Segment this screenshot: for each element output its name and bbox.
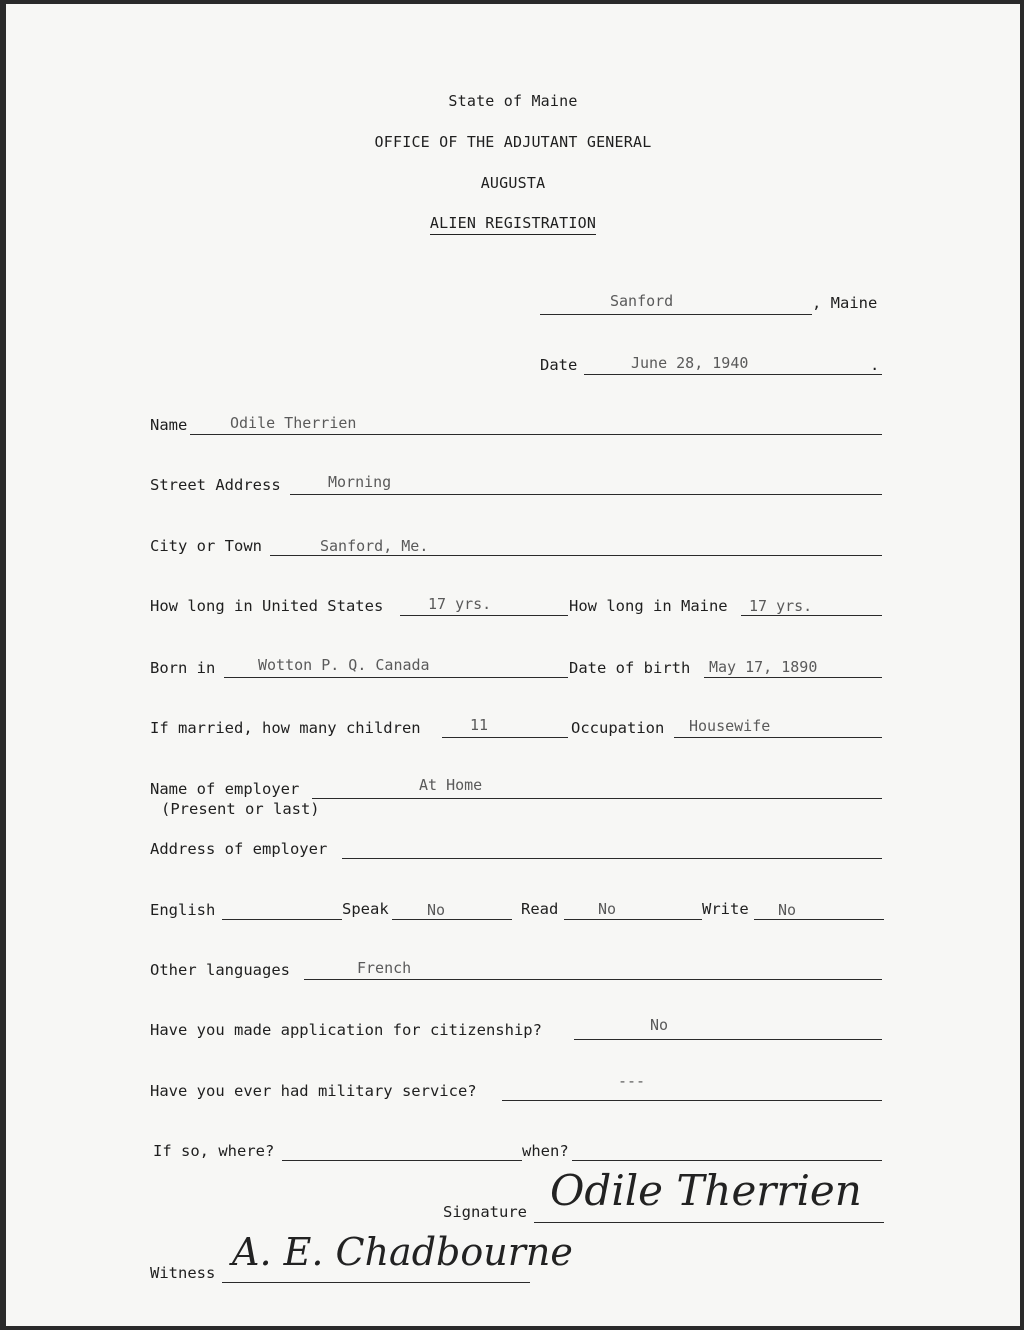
town-suffix: , Maine bbox=[812, 294, 878, 312]
military-value: --- bbox=[618, 1072, 646, 1090]
maine-duration-line bbox=[741, 615, 882, 616]
write-label: Write bbox=[702, 900, 749, 918]
date-value: June 28, 1940 bbox=[631, 354, 749, 372]
born-in-label: Born in bbox=[150, 659, 216, 677]
military-line bbox=[502, 1100, 882, 1101]
city-line bbox=[270, 555, 882, 556]
speak-label: Speak bbox=[342, 900, 389, 918]
us-duration-label: How long in United States bbox=[150, 597, 384, 615]
city-value: Sanford, Me. bbox=[320, 537, 429, 555]
other-languages-label: Other languages bbox=[150, 961, 290, 979]
street-value: Morning bbox=[328, 473, 392, 491]
signature-line bbox=[534, 1222, 884, 1223]
when-line bbox=[572, 1160, 882, 1161]
maine-duration-label: How long in Maine bbox=[569, 597, 728, 615]
citizenship-label: Have you made application for citizenship? bbox=[150, 1021, 542, 1039]
town-line bbox=[540, 314, 812, 315]
employer-line bbox=[312, 798, 882, 799]
employer-value: At Home bbox=[419, 776, 483, 794]
date-label: Date bbox=[540, 356, 578, 374]
us-duration-line bbox=[400, 615, 568, 616]
where-label: If so, where? bbox=[153, 1142, 275, 1160]
read-line bbox=[564, 919, 702, 920]
other-languages-value: French bbox=[357, 959, 412, 977]
write-line bbox=[754, 919, 884, 920]
header-state: State of Maine bbox=[448, 92, 578, 110]
other-languages-line bbox=[304, 979, 882, 980]
read-value: No bbox=[598, 900, 617, 918]
where-line bbox=[282, 1160, 522, 1161]
name-label: Name bbox=[150, 416, 188, 434]
employer-address-label: Address of employer bbox=[150, 840, 328, 858]
employer-address-line bbox=[342, 858, 882, 859]
date-line bbox=[584, 374, 882, 375]
english-label: English bbox=[150, 901, 216, 919]
citizenship-line bbox=[574, 1039, 882, 1040]
children-value: 11 bbox=[470, 716, 489, 734]
occupation-label: Occupation bbox=[571, 719, 665, 737]
dob-label: Date of birth bbox=[569, 659, 691, 677]
witness-line bbox=[222, 1282, 530, 1283]
header-title bbox=[6, 214, 1020, 232]
children-line bbox=[442, 737, 568, 738]
header-city: AUGUSTA bbox=[480, 174, 546, 192]
born-in-value: Wotton P. Q. Canada bbox=[258, 656, 430, 674]
header-title-text: ALIEN REGISTRATION bbox=[430, 214, 596, 235]
dob-line bbox=[704, 677, 882, 678]
name-value: Odile Therrien bbox=[230, 414, 357, 432]
citizenship-value: No bbox=[650, 1016, 669, 1034]
when-label: when? bbox=[522, 1142, 569, 1160]
speak-line bbox=[392, 919, 512, 920]
document-page bbox=[6, 4, 1020, 1326]
maine-duration-value: 17 yrs. bbox=[749, 597, 813, 615]
military-label: Have you ever had military service? bbox=[150, 1082, 477, 1100]
town-value: Sanford bbox=[610, 292, 674, 310]
employer-label: Name of employer bbox=[150, 780, 300, 798]
street-label: Street Address bbox=[150, 476, 281, 494]
header-office: OFFICE OF THE ADJUTANT GENERAL bbox=[374, 133, 652, 151]
witness-handwriting: A. E. Chadbourne bbox=[232, 1230, 573, 1274]
read-label: Read bbox=[521, 900, 559, 918]
witness-label: Witness bbox=[150, 1264, 216, 1282]
dob-value: May 17, 1890 bbox=[709, 658, 818, 676]
employer-sublabel: (Present or last) bbox=[161, 800, 320, 818]
signature-label: Signature bbox=[443, 1203, 527, 1221]
us-duration-value: 17 yrs. bbox=[428, 595, 492, 613]
speak-value: No bbox=[427, 901, 446, 919]
city-label: City or Town bbox=[150, 537, 262, 555]
children-label: If married, how many children bbox=[150, 719, 421, 737]
born-in-line bbox=[224, 677, 568, 678]
street-line bbox=[290, 494, 882, 495]
name-line bbox=[190, 434, 882, 435]
signature-handwriting: Odile Therrien bbox=[550, 1166, 862, 1215]
date-terminator: . bbox=[870, 356, 880, 374]
write-value: No bbox=[778, 901, 797, 919]
english-line bbox=[222, 919, 342, 920]
occupation-line bbox=[674, 737, 882, 738]
occupation-value: Housewife bbox=[689, 717, 771, 735]
